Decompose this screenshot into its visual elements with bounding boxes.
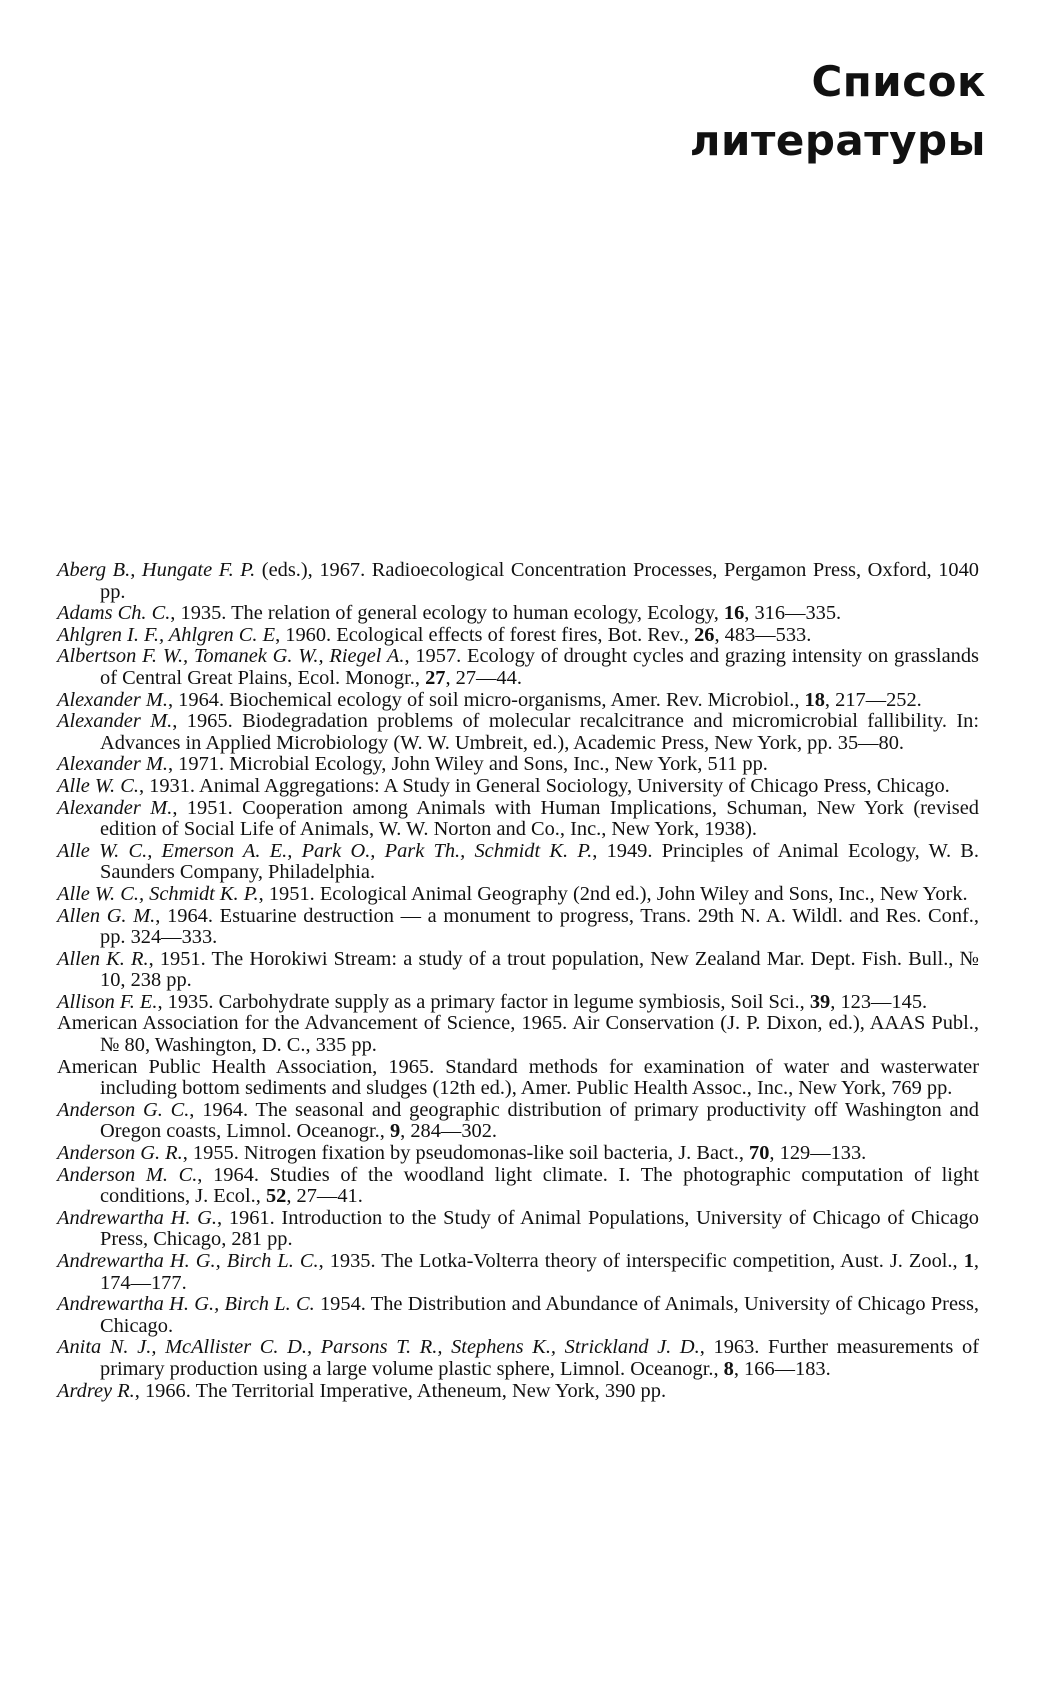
reference-pages: , 27—41. [286,1185,363,1208]
reference-authors: Ardrey R. [57,1379,135,1402]
reference-text: , 1955. Nitrogen fixation by pseudomonas-like soil bacteria, J. Bact., [182,1142,750,1165]
reference-entry [57,1208,979,1251]
reference-authors: Alexander M. [57,688,168,711]
reference-pages: , 174—177. [100,1250,979,1294]
reference-authors: Andrewartha H. G. [57,1206,217,1229]
reference-volume: 52 [265,1185,287,1208]
reference-text: , 1960. Ecological effects of forest fires, Bot. Rev., [275,623,695,646]
reference-text: , 1949. Principles of Animal Ecology, W. B. Saunders Company, Philadelphia. [100,839,979,884]
reference-text: , 1964. Studies of the woodland light climate. I. The photographic computation of light conditions, J. Ecol., [100,1163,979,1208]
reference-text: (eds.), 1967. Radioecological Concentration Processes, Pergamon Press, Oxford, 1040 pp. [100,559,980,603]
reference-entry [57,992,979,1014]
reference-authors: Aberg B., Hungate F. P. [57,559,256,581]
reference-authors: Allen K. R. [57,947,149,970]
reference-entry [57,560,979,603]
reference-entry [57,1337,979,1380]
reference-volume: 8 [723,1357,734,1380]
reference-text: American Public Health Association, 1965. Standard methods for examination of water and wasterwater including bottom sediments and sludges (12th ed.), Amer. Public Health Assoc., Inc., New York, 769 pp. [57,1055,979,1100]
reference-text: , 1963. Further measurements of primary production using a large volume plastic sphere, Limnol. Oceanogr., [100,1336,979,1380]
reference-authors: Alle W. C., Emerson A. E., Park O., Park Th., Schmidt K. P. [57,839,593,862]
reference-text: , 1964. The seasonal and geographic distribution of primary productivity off Washington and Oregon coasts, Limnol. Oceanogr., [100,1098,980,1143]
reference-authors: Adams Ch. C. [57,602,171,625]
reference-authors: Albertson F. W., Tomanek G. W., Riegel A. [57,645,405,668]
reference-entry [57,603,979,625]
reference-authors: Ahlgren I. F., Ahlgren C. E [57,623,276,646]
reference-text: , 1951. Cooperation among Animals with Human Implications, Schuman, New York (revised edition of Social Life of Animals, W. W. Norton and Co., Inc., New York, 1938). [100,796,979,841]
reference-text: , 1951. The Horokiwi Stream: a study of a trout population, New Zealand Mar. Dept. Fish. Bull., № 10, 238 pp. [100,947,980,992]
reference-text: , 1931. Animal Aggregations: A Study in General Sociology, University of Chicago Press, Chicago. [138,774,950,797]
reference-pages: , 123—145. [830,990,928,1013]
reference-authors: Alle W. C., Schmidt K. P. [57,882,259,905]
reference-list [57,560,979,1402]
reference-entry [57,754,979,776]
reference-text: 1954. The Distribution and Abundance of Animals, University of Chicago Press, Chicago. [100,1293,979,1337]
reference-entry [57,841,979,884]
reference-text: , 1935. Carbohydrate supply as a primary factor in legume symbiosis, Soil Sci., [157,990,810,1013]
reference-authors: Anderson G. C. [57,1098,190,1121]
reference-authors: Allen G. M. [57,904,156,927]
reference-pages: , 217—252. [824,688,922,711]
reference-text: American Association for the Advancement of Science, 1965. Air Conservation (J. P. Dixon, ed.), AAAS Publ., № 80, Washington, D. C., 335 pp. [57,1012,979,1057]
reference-entry [57,949,979,992]
reference-entry [57,906,979,949]
reference-entry [57,690,979,712]
reference-text: , 1966. The Territorial Imperative, Atheneum, New York, 390 pp. [134,1379,667,1402]
reference-text: , 1935. The relation of general ecology to human ecology, Ecology, [170,602,724,625]
reference-pages: , 166—183. [733,1357,831,1380]
reference-entry [57,1381,979,1403]
reference-text: , 1965. Biodegradation problems of molecular recalcitrance and micromicrobial fallibility. In: Advances in Applied Microbiology (W. W. Umbreit, ed.), Academic Press, New York, pp. 35—80. [100,710,979,754]
heading-line-2: литературы [689,116,986,165]
reference-entry [57,1251,979,1294]
reference-text: , 1951. Ecological Animal Geography (2nd ed.), John Wiley and Sons, Inc., New York. [258,882,968,905]
reference-authors: Anderson G. R. [57,1142,183,1165]
reference-volume: 1 [963,1250,974,1272]
reference-entry [57,1294,979,1337]
reference-text: , 1961. Introduction to the Study of Animal Populations, University of Chicago of Chicago Press, Chicago, 281 pp. [100,1206,980,1251]
reference-authors: Alexander M. [57,753,168,776]
reference-pages: , 284—302. [400,1120,497,1143]
reference-entry [57,1143,979,1165]
reference-volume: 39 [809,990,831,1013]
reference-entry [57,776,979,798]
reference-entry [57,646,979,689]
reference-entry [57,625,979,647]
reference-pages: , 27—44. [445,666,522,689]
reference-authors: Anita N. J., McAllister C. D., Parsons T. R., Stephens K., Strickland J. D. [57,1336,700,1359]
reference-pages: , 129—133. [769,1142,867,1165]
reference-entry [57,1057,979,1100]
reference-pages: , 316—335. [744,602,842,625]
reference-text: , 1964. Biochemical ecology of soil micro-organisms, Amer. Rev. Microbiol., [167,688,805,711]
reference-volume: 26 [694,623,715,646]
reference-entry [57,798,979,841]
reference-authors: Alexander M. [57,796,173,819]
reference-authors: Andrewartha H. G., Birch L. C. [57,1293,315,1316]
reference-entry [57,884,979,906]
reference-authors: Alexander M. [57,710,173,733]
reference-volume: 70 [749,1142,770,1165]
reference-volume: 18 [804,688,825,711]
reference-text: , 1957. Ecology of drought cycles and grazing intensity on grasslands of Central Great Plains, Ecol. Monogr., [100,645,979,689]
reference-entry [57,1013,979,1056]
reference-authors: Allison F. E. [57,990,158,1013]
reference-text: , 1964. Estuarine destruction — a monument to progress, Trans. 29th N. A. Wildl. and Res. Conf., pp. 324—333. [100,904,979,949]
reference-text: , 1971. Microbial Ecology, John Wiley and Sons, Inc., New York, 511 pp. [167,753,768,776]
reference-entry [57,1100,979,1143]
reference-volume: 27 [425,666,446,689]
reference-pages: , 483—533. [714,623,812,646]
reference-volume: 16 [723,602,745,625]
reference-volume: 9 [389,1120,401,1143]
reference-authors: Anderson M. C. [57,1163,198,1186]
reference-authors: Alle W. C. [57,774,139,797]
reference-authors: Andrewartha H. G., Birch L. C. [57,1250,319,1272]
reference-text: , 1935. The Lotka-Volterra theory of interspecific competition, Aust. J. Zool., [318,1250,964,1272]
reference-entry [57,711,979,754]
page-heading [690,52,986,170]
reference-entry [57,1165,979,1208]
heading-line-1: Список [811,57,986,106]
